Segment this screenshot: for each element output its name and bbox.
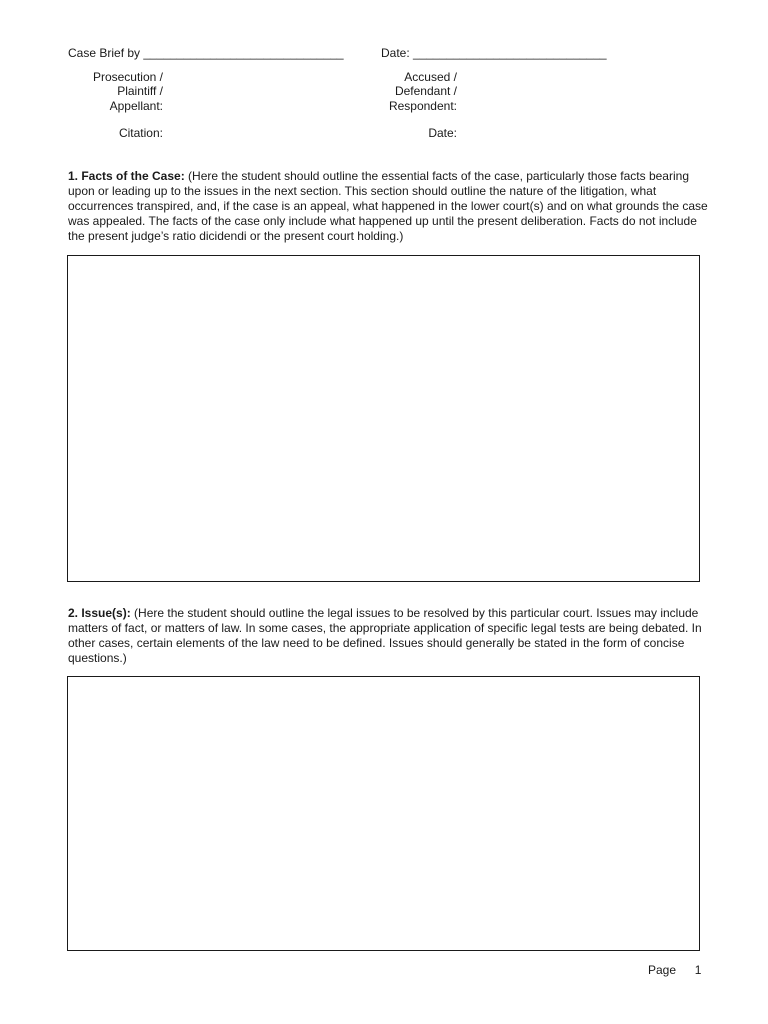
page-label: Page: [648, 963, 677, 977]
case-brief-label: Case Brief by: [68, 46, 141, 60]
issues-instructions: [68, 606, 708, 666]
page-footer: [648, 963, 701, 977]
date-blank[interactable]: _____________________________: [413, 46, 607, 60]
case-brief-by: [68, 46, 344, 60]
case-brief-blank[interactable]: ______________________________: [143, 46, 344, 60]
party-left-1: Prosecution /: [92, 70, 163, 84]
facts-heading: 1. Facts of the Case:: [68, 169, 185, 183]
party-right-1: Accused /: [404, 70, 457, 84]
party-right-3: Respondent:: [388, 99, 457, 113]
party-right-2: Defendant /: [394, 84, 457, 98]
issues-answer-box[interactable]: [67, 676, 700, 951]
facts-instructions: [68, 169, 708, 244]
citation-label: Citation:: [118, 126, 163, 140]
facts-text: (Here the student should outline the essential facts of the case, particularly those facts bearing upon or leading up to the issues in the next section. This section should outline the nature of the litigation, what occurrences transpired, and, if the case is an appeal, what happened in the lower court(s) and on what grounds the case was appealed. The facts of the case only include what happened up until the present deliberation. Facts do not include the present judge’s ratio dicidendi or the present court holding.): [68, 169, 708, 243]
facts-answer-box[interactable]: [67, 255, 700, 582]
header-date: [381, 46, 607, 60]
issues-heading: 2. Issue(s):: [68, 606, 131, 620]
party-left-2: Plaintiff /: [117, 84, 163, 98]
date-label: Date:: [381, 46, 410, 60]
page-number: 1: [694, 963, 702, 977]
issues-text: (Here the student should outline the legal issues to be resolved by this particular court. Issues may include matters of fact, or matters of law. In some cases, the appropriate application of specific legal tests are being debated. In other cases, certain elements of the law need to be defined. Issues should generally be stated in the form of concise questions.): [68, 606, 702, 665]
party-left-3: Appellant:: [109, 99, 163, 113]
citation-date-label: Date:: [428, 126, 457, 140]
